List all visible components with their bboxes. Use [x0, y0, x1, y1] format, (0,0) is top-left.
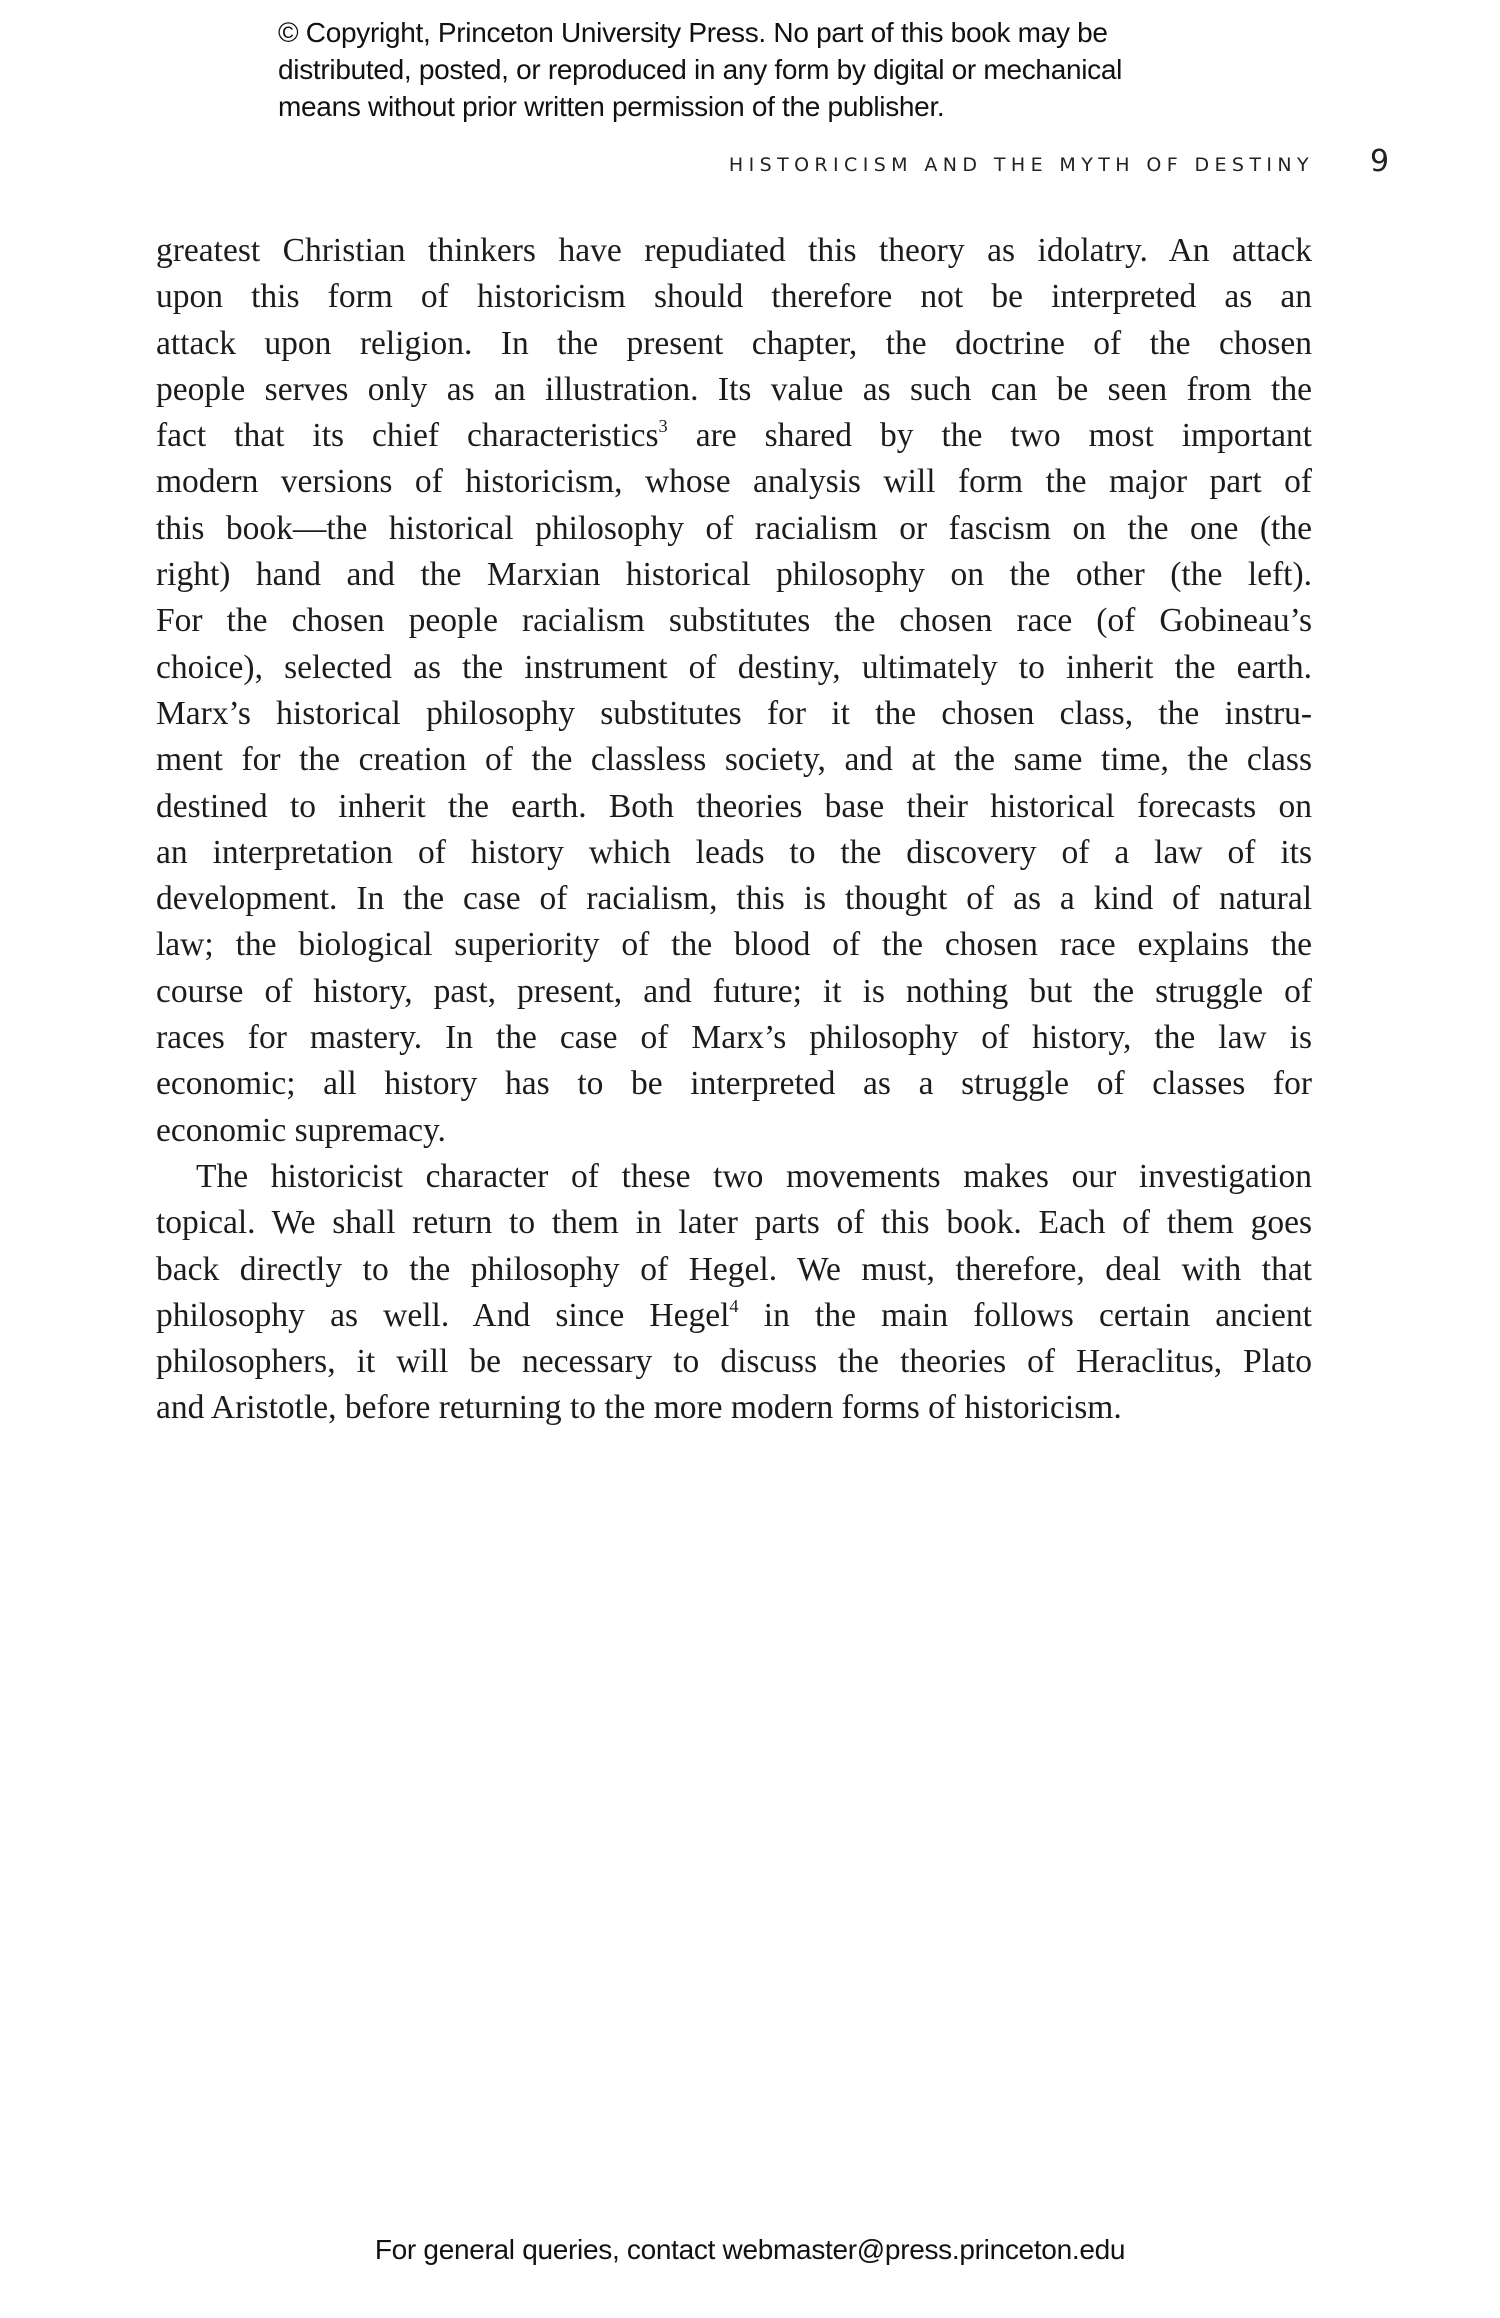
- body-text: [156, 228, 1312, 1432]
- footnote-ref-4[interactable]: 4: [729, 1296, 739, 1317]
- text-line: races for mastery. In the case of Marx’s philosophy of history, the law is: [156, 1019, 1312, 1057]
- running-head-title: HISTORICISM AND THE MYTH OF DESTINY: [728, 154, 1314, 176]
- copyright-line: means without prior written permission of the publisher.: [278, 91, 945, 122]
- footnote-ref-3[interactable]: 3: [658, 416, 668, 437]
- text-segment: in the main follows certain ancient: [738, 1296, 1312, 1334]
- text-line: ment for the creation of the classless society, and at the same time, the class: [156, 741, 1312, 779]
- text-line-with-footnote: [156, 1293, 1312, 1339]
- text-line: economic supremacy.: [156, 1111, 446, 1149]
- text-line: Marx’s historical philosophy substitutes for it the chosen class, the instru-: [156, 694, 1312, 732]
- text-line: choice), selected as the instrument of destiny, ultimately to inherit the earth.: [156, 648, 1312, 686]
- text-line: upon this form of historicism should therefore not be interpreted as an: [156, 278, 1312, 316]
- copyright-line: distributed, posted, or reproduced in any form by digital or mechanical: [278, 54, 1123, 85]
- text-segment: philosophy as well. And since Hegel: [156, 1296, 730, 1334]
- text-line: development. In the case of racialism, this is thought of as a kind of natural: [156, 880, 1312, 918]
- text-segment: are shared by the two most important: [667, 417, 1312, 455]
- paragraph-2: [156, 1154, 1312, 1432]
- text-line: this book—the historical philosophy of racialism or fascism on the one (the: [156, 509, 1312, 547]
- copyright-notice: [278, 14, 1238, 125]
- paragraph-1: [156, 228, 1312, 1154]
- copyright-line: © Copyright, Princeton University Press. No part of this book may be: [278, 17, 1108, 48]
- text-segment: fact that its chief characteristics: [156, 417, 659, 455]
- text-line: economic; all history has to be interpreted as a struggle of classes for: [156, 1065, 1312, 1103]
- text-line: law; the biological superiority of the blood of the chosen race explains the: [156, 926, 1312, 964]
- text-line: course of history, past, present, and future; it is nothing but the struggle of: [156, 972, 1312, 1010]
- text-line: an interpretation of history which leads to the discovery of a law of its: [156, 833, 1312, 871]
- text-line: The historicist character of these two movements makes our investigation: [196, 1157, 1312, 1195]
- text-line: people serves only as an illustration. Its value as such can be seen from the: [156, 370, 1312, 408]
- text-line: modern versions of historicism, whose analysis will form the major part of: [156, 463, 1312, 501]
- footer-contact: For general queries, contact webmaster@press.princeton.edu: [374, 2234, 1126, 2265]
- text-line: destined to inherit the earth. Both theories base their historical forecasts on: [156, 787, 1312, 825]
- text-line: and Aristotle, before returning to the more modern forms of historicism.: [156, 1389, 1122, 1427]
- text-line-with-footnote: [156, 413, 1312, 459]
- text-line: back directly to the philosophy of Hegel. We must, therefore, deal with that: [156, 1250, 1312, 1288]
- text-line: topical. We shall return to them in later parts of this book. Each of them goes: [156, 1204, 1312, 1242]
- page-number: 9: [1370, 144, 1390, 179]
- text-line: greatest Christian thinkers have repudiated this theory as idolatry. An attack: [156, 232, 1312, 269]
- text-line: For the chosen people racialism substitutes the chosen race (of Gobineau’s: [156, 602, 1312, 640]
- text-line: right) hand and the Marxian historical philosophy on the other (the left).: [156, 556, 1312, 594]
- text-line: attack upon religion. In the present chapter, the doctrine of the chosen: [156, 324, 1312, 362]
- text-line: philosophers, it will be necessary to discuss the theories of Heraclitus, Plato: [156, 1343, 1312, 1381]
